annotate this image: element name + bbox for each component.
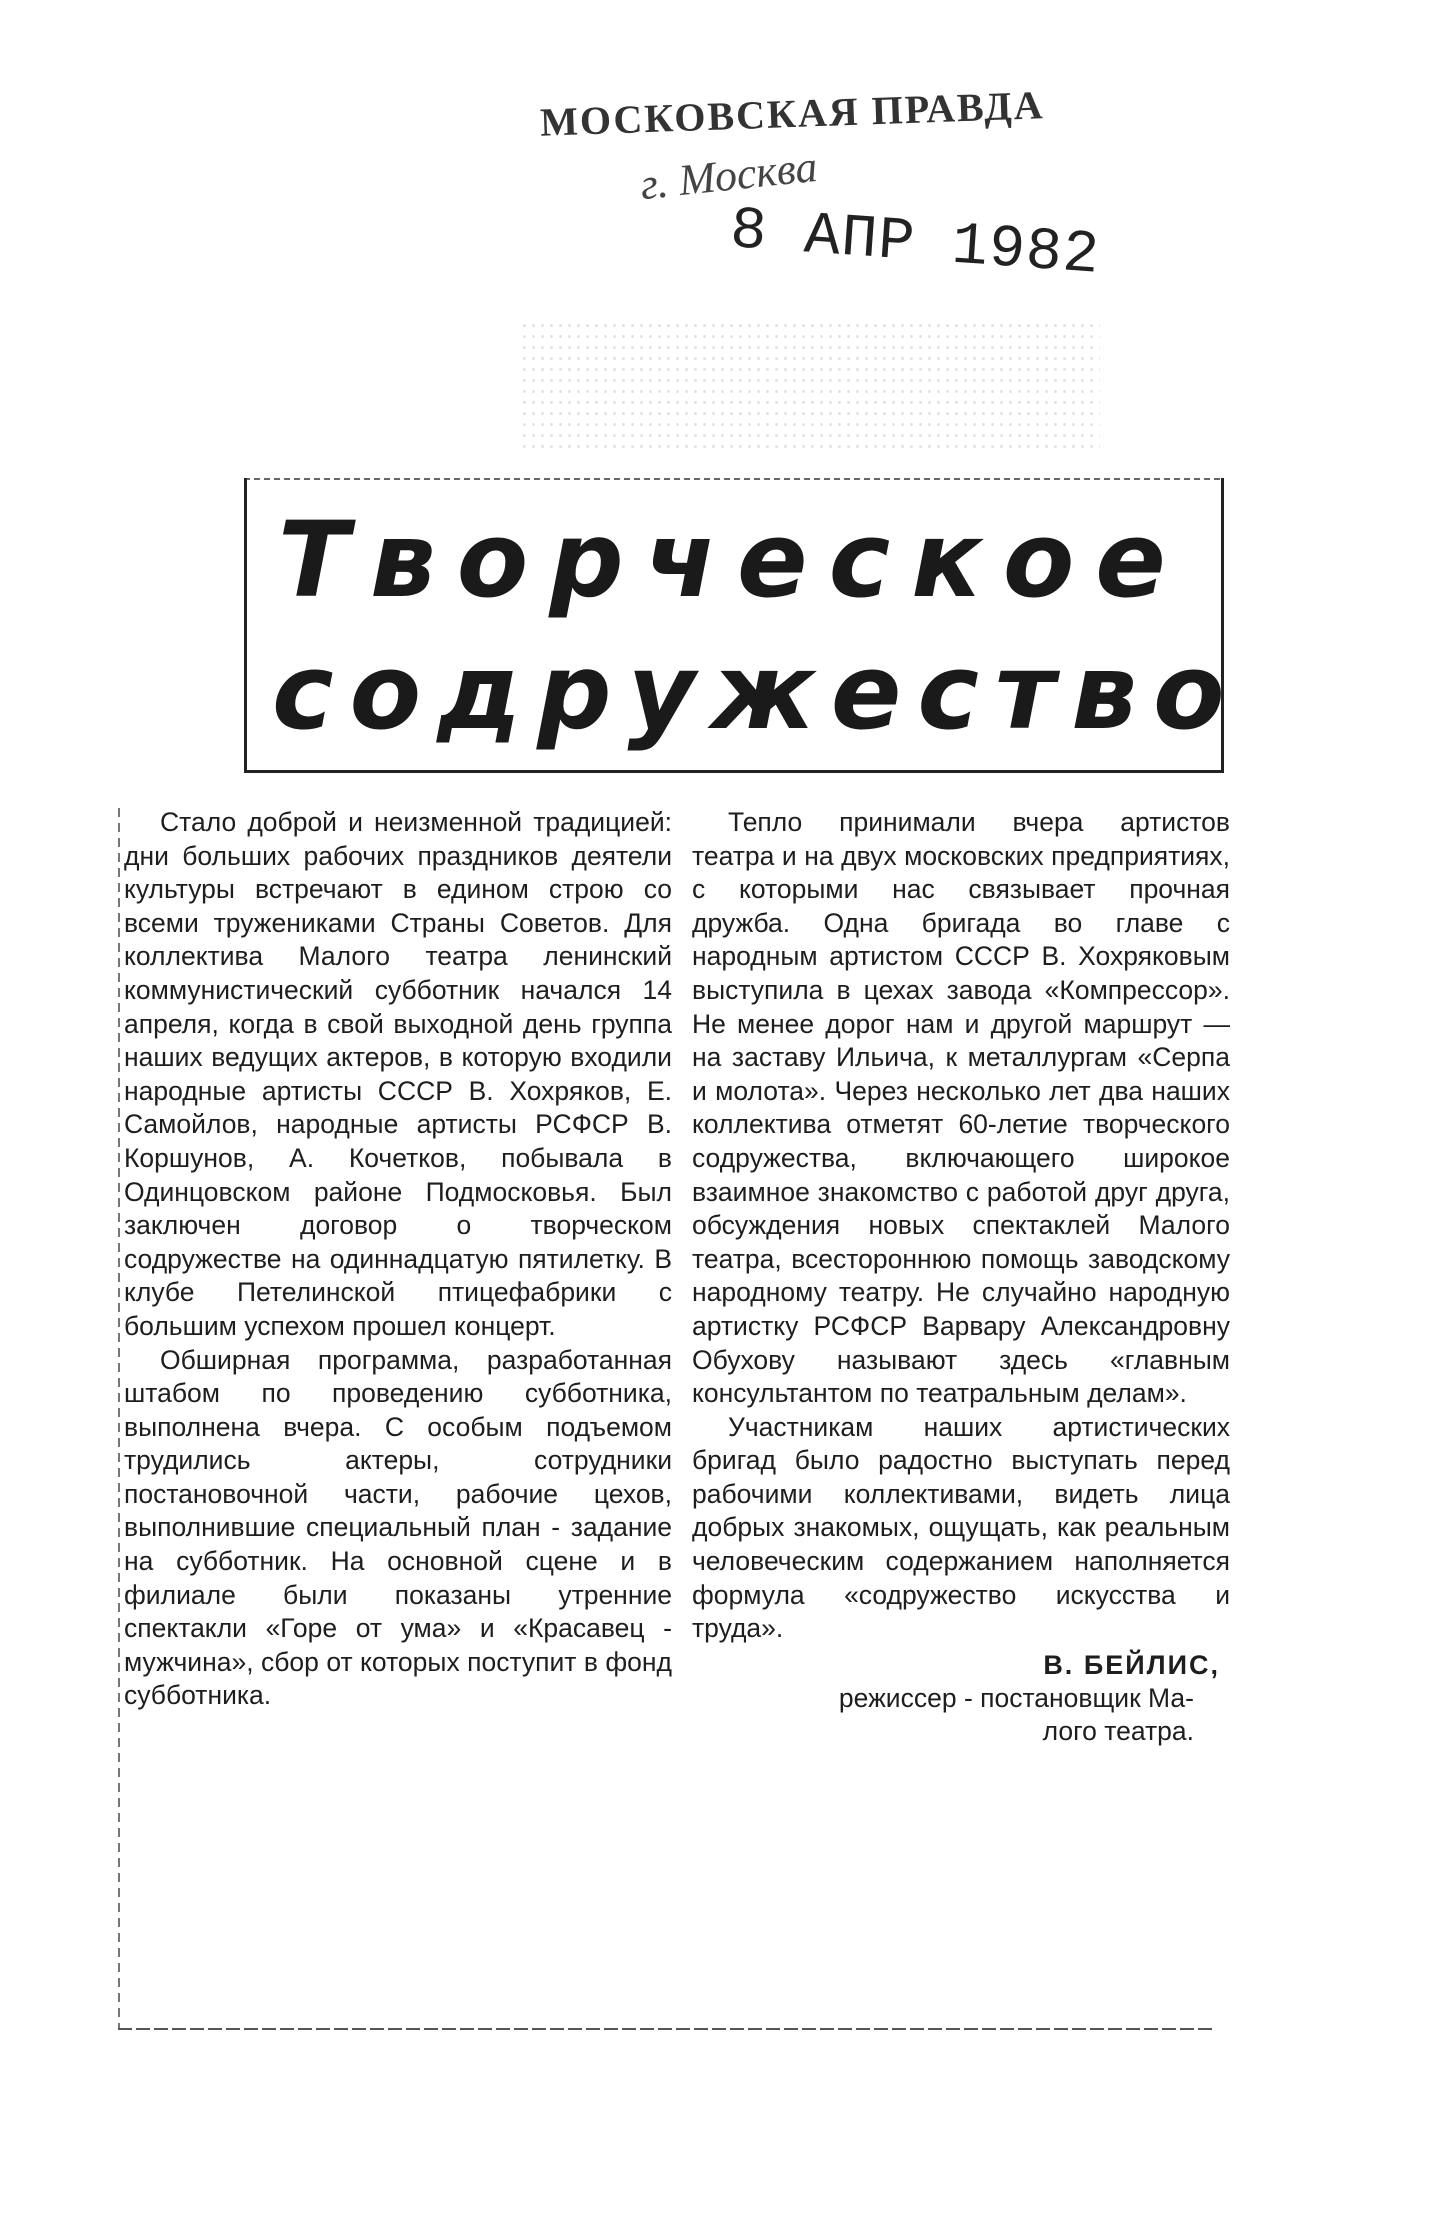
stamp-city: г. Москва bbox=[637, 141, 820, 210]
headline-line-1: Творческое bbox=[278, 499, 1187, 621]
column-left-border bbox=[118, 808, 120, 2028]
stamp-noise bbox=[520, 320, 1100, 450]
stamp-publication: МОСКОВСКАЯ ПРАВДА bbox=[539, 82, 1046, 145]
author-role-line-2: лого театра. bbox=[1042, 1716, 1194, 1747]
article-paragraph: Стало доброй и неизменной традицией: дни больших рабочих праздников деятели культуры встречают в едином строю со всеми тружениками Страны Советов. Для коллектива Малого театра ленинский коммунистический субботник начался 14 апреля, когда в свой выходной день группа наших ведущих актеров, в которую входили народные артисты СССР В. Хохряков, Е. Самойлов, народные артисты РСФСР В. Коршунов, А. Кочетков, побывала в Одинцовском районе Подмосковья. Был заключен договор о творческом содружестве на одиннадцатую пятилетку. В клубе Петелинской птицефабрики с большим успехом прошел концерт. bbox=[124, 807, 672, 1341]
bottom-rule bbox=[118, 2028, 1212, 2030]
archive-stamp bbox=[480, 60, 1100, 480]
author-role bbox=[692, 1682, 1230, 1749]
article-paragraph: Обширная программа, разработанная штабом по проведению субботника, выполнена вчера. С особым подъемом трудились актеры, сотрудники постановочной части, рабочие цехов, выполнившие специальный план - задание на субботник. На основной сцене и в филиале были показаны утренние спектакли «Горе от ума» и «Красавец - мужчина», сбор от которых поступит в фонд субботника. bbox=[124, 1344, 672, 1711]
author-name: В. БЕЙЛИС, bbox=[1043, 1649, 1220, 1680]
article-paragraph: Участникам наших артистических бригад было радостно выступать перед рабочими коллективами, видеть лица добрых знакомых, ощущать, как реальным человеческим содержанием наполняется формула «содружество искусства и труда». bbox=[692, 1411, 1230, 1644]
article-column-right bbox=[692, 806, 1230, 1749]
article-paragraph: Тепло принимали вчера артистов театра и на двух московских предприятиях, с которыми нас связывает прочная дружба. Одна бригада во главе с народным артистом СССР В. Хохряковым выступила в цехах завода «Компрессор». Не менее дорог нам и другой маршрут — на заставу Ильича, к металлургам «Серпа и молота». Через несколько лет два наших коллектива отметят 60-летие творческого содружества, включающего широкое взаимное знакомство с работой друг друга, обсуждения новых спектаклей Малого театра, всестороннюю помощь заводскому народному театру. Не случайно народную артистку РСФСР Варвару Александровну Обухову называют здесь «главным консультантом по театральным делам». bbox=[692, 807, 1230, 1409]
stamp-date: 8 АПР 1982 bbox=[728, 197, 1102, 291]
author-role-line-1: режиссер - постановщик Ма- bbox=[838, 1682, 1194, 1713]
article-column-left bbox=[124, 806, 672, 1713]
headline-line-2: содружество bbox=[272, 631, 1241, 753]
